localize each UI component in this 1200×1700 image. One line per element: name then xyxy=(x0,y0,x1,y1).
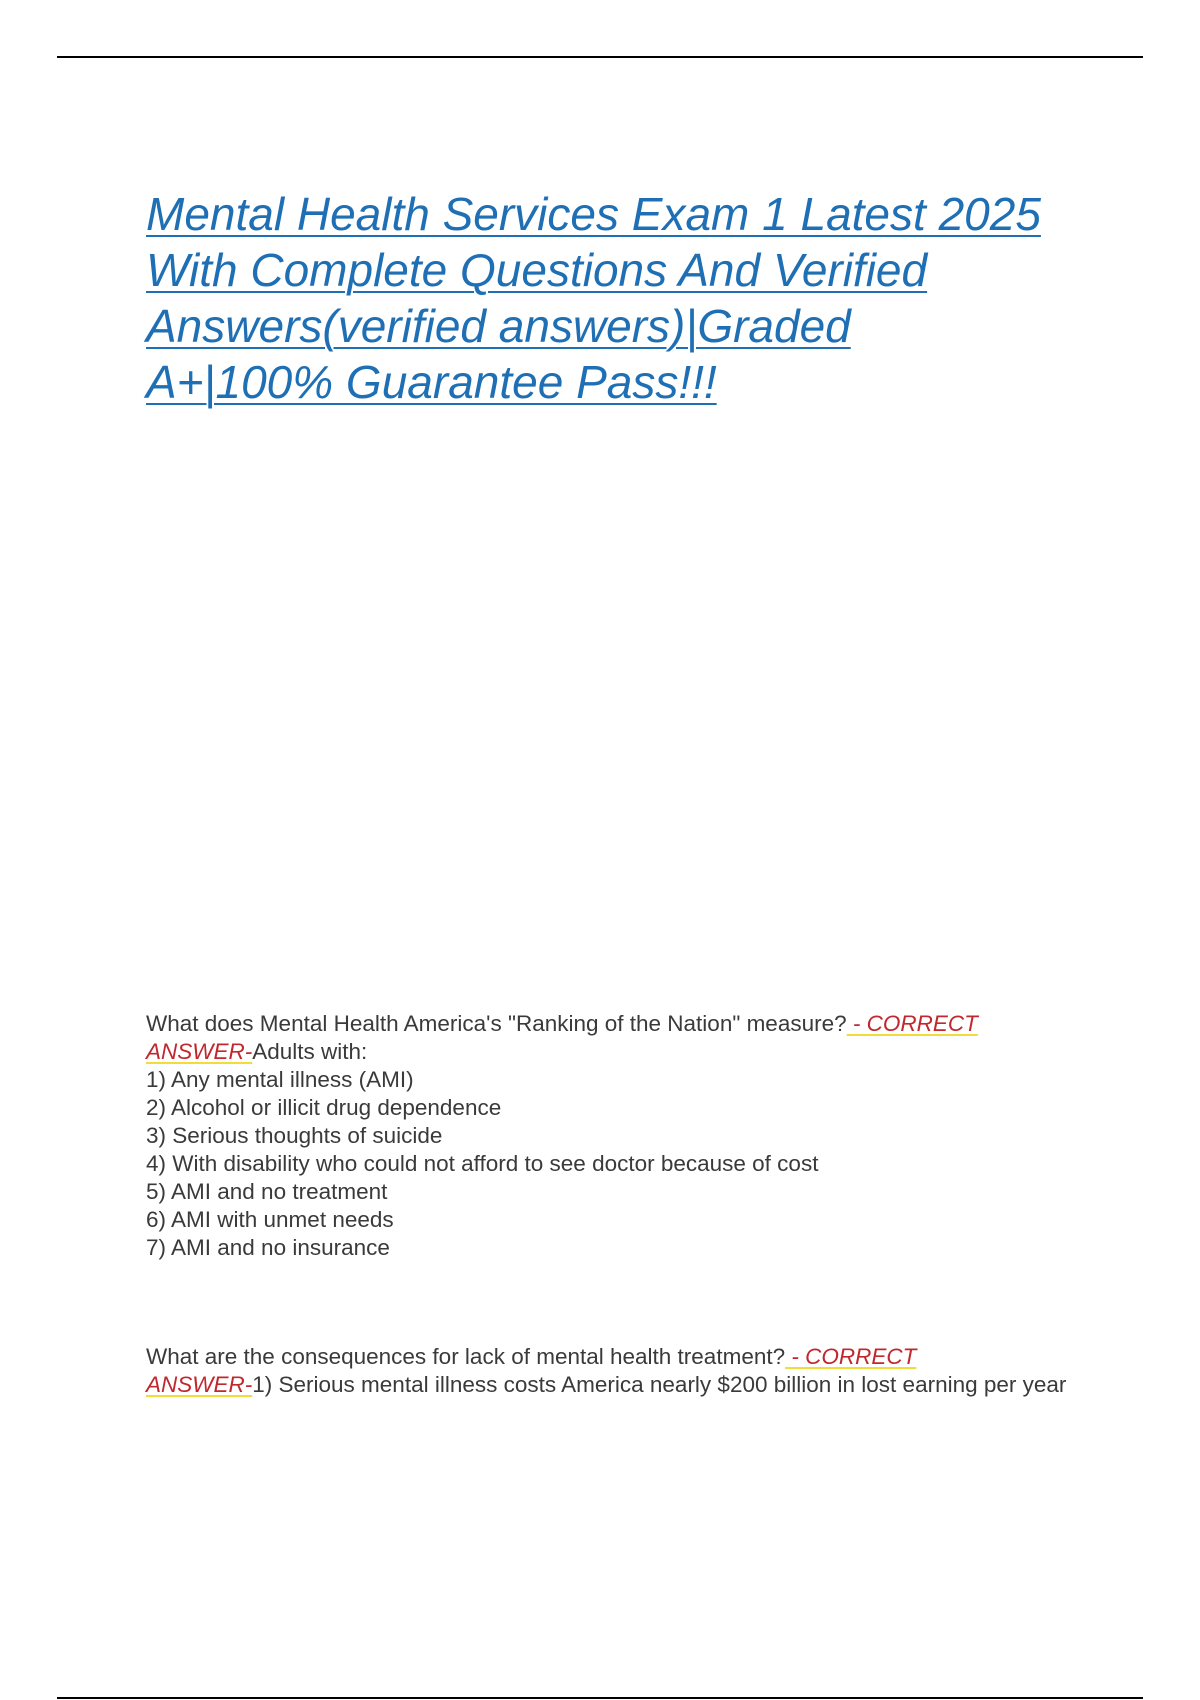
qa-paragraph xyxy=(146,1343,1096,1399)
answer-list xyxy=(146,1066,1096,1262)
answer-list-item: 2) Alcohol or illicit drug dependence xyxy=(146,1095,502,1120)
answer-list-item: 5) AMI and no treatment xyxy=(146,1179,388,1204)
question-text: What are the consequences for lack of mental health treatment? xyxy=(146,1344,786,1369)
answer-list-item: 4) With disability who could not afford to see doctor because of cost xyxy=(146,1151,819,1176)
correct-answer-marker: ANSWER- xyxy=(146,1372,253,1397)
answer-list-item: 6) AMI with unmet needs xyxy=(146,1207,394,1232)
document-title xyxy=(146,186,1096,410)
correct-answer-marker: - CORRECT xyxy=(785,1344,917,1369)
answer-text: Adults with: xyxy=(252,1039,368,1064)
title-line: A+|100% Guarantee Pass!!! xyxy=(146,356,717,408)
qa-paragraph xyxy=(146,1010,1096,1066)
title-line: With Complete Questions And Verified xyxy=(146,244,928,296)
correct-answer-marker: ANSWER- xyxy=(146,1039,253,1064)
answer-list-item: 1) Any mental illness (AMI) xyxy=(146,1067,414,1092)
title-line: Answers(verified answers)|Graded xyxy=(146,300,851,352)
answer-list-item: 3) Serious thoughts of suicide xyxy=(146,1123,443,1148)
answer-list-item: 7) AMI and no insurance xyxy=(146,1235,390,1260)
bottom-rule xyxy=(57,1697,1143,1699)
correct-answer-marker: - CORRECT xyxy=(846,1011,978,1036)
top-rule xyxy=(57,56,1143,58)
title-line: Mental Health Services Exam 1 Latest 2025 xyxy=(146,188,1041,240)
qa-block-1 xyxy=(146,1010,1096,1262)
qa-block-2 xyxy=(146,1343,1096,1399)
question-text: What does Mental Health America's "Ranking of the Nation" measure? xyxy=(146,1011,847,1036)
answer-text: 1) Serious mental illness costs America nearly $200 billion in lost earning per year xyxy=(252,1372,1067,1397)
